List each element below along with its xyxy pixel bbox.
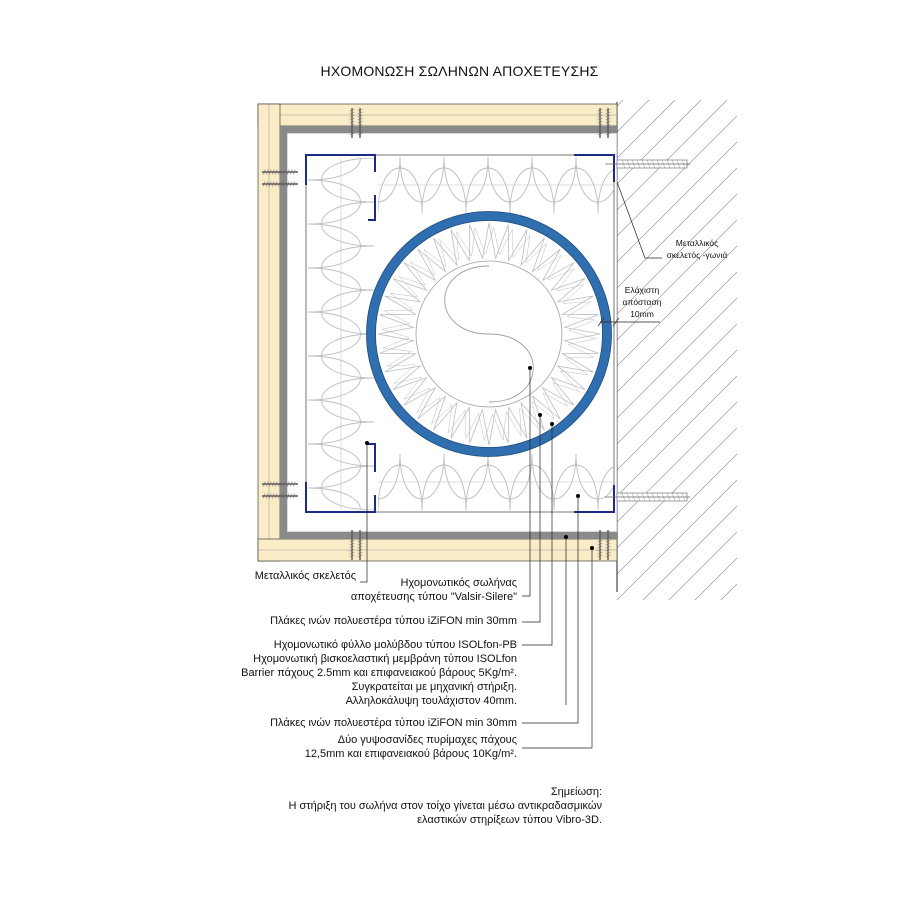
label-pipe-line-1: Ηχομονωτικός σωλήνας xyxy=(400,577,517,589)
label-gypsum-line-1: Δύο γυψοσανίδες πυρίμαχες πάχους xyxy=(337,734,517,746)
wall-anchors xyxy=(605,160,690,501)
label-metal-frame: Μεταλλικός σκελετός xyxy=(254,570,356,582)
note-block xyxy=(288,785,602,827)
label-pipe xyxy=(351,576,517,604)
label-min-distance-line-3: 10mm xyxy=(630,309,654,319)
label-metal-corner-line-1: Μεταλλικός xyxy=(675,238,719,248)
note-heading: Σημείωση: xyxy=(550,786,602,798)
leader-gypsum xyxy=(522,548,592,748)
label-membrane xyxy=(241,638,517,708)
label-min-distance-line-1: Ελάχιστη xyxy=(624,285,660,295)
label-membrane-line-1: Ηχομονωτικό φύλλο μολύβδου τύπου ISOLfon-PB xyxy=(273,639,517,651)
label-membrane-line-4: Συγκρατείται με μηχανική στήριξη. xyxy=(351,681,517,693)
note-line-2: ελαστικών στηρίξεων τύπου Vibro-3D. xyxy=(417,814,602,826)
label-min-distance-line-2: απόσταση xyxy=(622,297,662,307)
drawing-title: ΗΧΟΜΟΝΩΣΗ ΣΩΛΗΝΩΝ ΑΠΟΧΕΤΕΥΣΗΣ xyxy=(320,63,599,79)
label-gypsum xyxy=(305,733,517,761)
label-pipe-line-2: αποχέτευσης τύπου "Valsir-Silere" xyxy=(350,591,517,603)
label-wool-outer: Πλάκες ινών πολυεστέρα τύπου iZiFON min 30mm xyxy=(270,717,517,729)
note-line-1: Η στήριξη του σωλήνα στον τοίχο γίνεται μέσω αντικραδασμικών xyxy=(288,800,602,812)
label-metal-corner-line-2: σκελετός -γωνιά xyxy=(666,250,728,260)
label-metal-corner xyxy=(652,237,742,261)
label-membrane-line-2: Ηχομονωτική βισκοελαστική μεμβράνη τύπου ISOLfon xyxy=(253,653,517,665)
label-membrane-line-3: Barrier πάχους 2.5mm και επιφανειακού βάρους 5Kg/m². xyxy=(241,667,517,679)
label-gypsum-line-2: 12,5mm και επιφανειακού βάρους 10Kg/m². xyxy=(304,748,517,760)
label-membrane-line-5: Αλληλοκάλυψη τουλάχιστον 40mm. xyxy=(345,695,517,707)
label-wool-inner: Πλάκες ινών πολυεστέρα τύπου iZiFON min 30mm xyxy=(270,615,517,627)
label-min-distance xyxy=(606,284,678,320)
wall-hatching xyxy=(617,0,737,912)
